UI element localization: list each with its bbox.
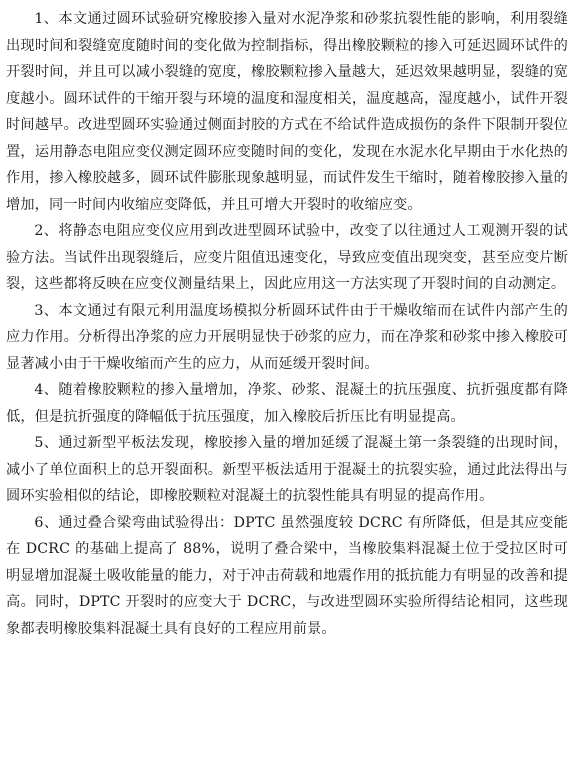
- conclusion-paragraph-1: 1、本文通过圆环试验研究橡胶掺入量对水泥净浆和砂浆抗裂性能的影响，利用裂缝出现时间和裂缝宽度随时间的变化做为控制指标，得出橡胶颗粒的掺入可延迟圆环试件的开裂时间，并且可以减小裂缝的宽度，橡胶颗粒掺入量越大，延迟效果越明显，裂缝的宽度越小。圆环试件的干缩开裂与环境的温度和湿度相关，温度越高，湿度越小，试件开裂时间越早。改进型圆环实验通过侧面封胶的方式在不给试件造成损伤的条件下限制开裂位置，运用静态电阻应变仪测定圆环应变随时间的变化，发现在水泥水化早期由于水化热的作用，掺入橡胶越多，圆环试件膨胀现象越明显，而试件发生干缩时，随着橡胶掺入量的增加，同一时间内收缩应变降低，并且可增大开裂时的收缩应变。: [6, 11, 568, 213]
- conclusion-paragraph-3: 3、本文通过有限元利用温度场模拟分析圆环试件由于干燥收缩而在试件内部产生的应力作用。分析得出净浆的应力开展明显快于砂浆的应力，而在净浆和砂浆中掺入橡胶可显著减小由于干燥收缩而产生的应力，从而延缓开裂时间。: [6, 302, 568, 372]
- conclusion-paragraph-5: 5、通过新型平板法发现，橡胶掺入量的增加延缓了混凝土第一条裂缝的出现时间，减小了单位面积上的总开裂面积。新型平板法适用于混凝土的抗裂实验，通过此法得出与圆环实验相似的结论，即橡胶颗粒对混凝土的抗裂性能具有明显的提高作用。: [6, 435, 568, 504]
- conclusion-paragraph-6: 6、通过叠合梁弯曲试验得出：DPTC 虽然强度较 DCRC 有所降低，但是其应变能在 DCRC 的基础上提高了 88%，说明了叠合梁中，当橡胶集料混凝土位于受拉区时可明显增加混凝土吸收能量的能力，对于冲击荷载和地震作用的抵抗能力有明显的改善和提高。同时，DPTC 开裂时的应变大于 DCRC，与改进型圆环实验所得结论相同，这些现象都表明橡胶集料混凝土具有良好的工程应用前景。: [6, 514, 568, 637]
- conclusion-paragraph-2: 2、将静态电阻应变仪应用到改进型圆环试验中，改变了以往通过人工观测开裂的试验方法。当试件出现裂缝后，应变片阻值迅速变化，导致应变值出现突变，甚至应变片断裂，这些都将反映在应变仪测量结果上，因此应用这一方法实现了开裂时间的自动测定。: [6, 223, 568, 292]
- conclusion-paragraph-4: 4、随着橡胶颗粒的掺入量增加，净浆、砂浆、混凝土的抗压强度、抗折强度都有降低，但是抗折强度的降幅低于抗压强度，加入橡胶后折压比有明显提高。: [6, 382, 568, 425]
- document-body: [6, 6, 568, 642]
